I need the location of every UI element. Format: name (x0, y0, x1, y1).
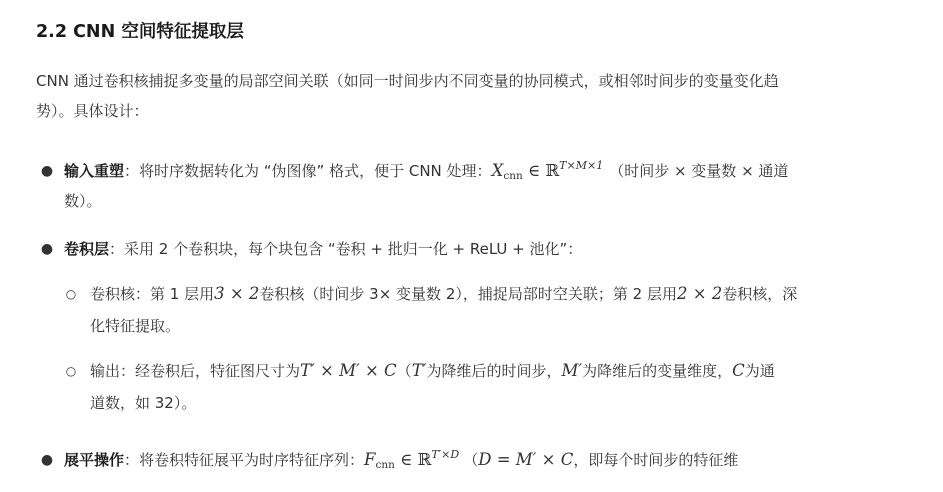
sub-bullet-circle: ○ (65, 364, 77, 378)
math-sub: cnn (375, 459, 395, 471)
math-m-prime: M′ (561, 361, 583, 380)
sub-bullet-line-2: 化特征提取。 (90, 317, 181, 335)
math-c: C (732, 361, 745, 380)
bullet-text-b: （时间步 × 变量数 × 通道 (609, 162, 789, 180)
bullet-dot: ● (40, 241, 54, 257)
bullet-label: 展平操作 (64, 451, 125, 469)
sub-bullet-line (90, 279, 797, 309)
bullet-text: ：采用 2 个卷积块，每个块包含 “卷积 + 批归一化 + ReLU + 池化”： (109, 240, 583, 258)
math-reals: ℝ (545, 161, 560, 180)
sub-text: 卷积核，深 (722, 285, 798, 303)
math-sup: T′×D (431, 448, 460, 461)
math-var: F (364, 450, 376, 469)
bullet-text-b: （ (463, 451, 479, 469)
sub-text: 为降维后的时间步， (426, 362, 562, 380)
math-kernel-1: 3 × 2 (214, 284, 260, 303)
bullet-line (64, 156, 788, 186)
math-x-cnn (492, 161, 604, 180)
bullet-label: 输入重塑 (64, 162, 125, 180)
math-kernel-2: 2 × 2 (676, 284, 723, 303)
sub-text: 输出：经卷积后，特征图尺寸为 (90, 362, 301, 380)
sub-text: 为通 (744, 362, 775, 380)
math-feature-size: T′ × M′ × C (300, 361, 397, 380)
sub-text: 为降维后的变量维度， (582, 362, 733, 380)
sub-text: 卷积核（时间步 3× 变量数 2），捕捉局部时空关联；第 2 层用 (259, 285, 677, 303)
bullet-line (64, 234, 582, 264)
bullet-dot: ● (40, 452, 54, 468)
intro-line-2: 势）。具体设计： (36, 102, 149, 120)
bullet-text-c: ，即每个时间步的特征维 (573, 451, 739, 469)
math-in: ∈ (394, 450, 418, 469)
sub-bullet-circle: ○ (65, 287, 77, 301)
bullet-label: 卷积层 (64, 240, 110, 258)
math-in: ∈ (522, 161, 546, 180)
math-sup: T×M×1 (559, 159, 604, 172)
sub-text: 卷积核：第 1 层用 (90, 285, 215, 303)
bullet-dot: ● (40, 163, 54, 179)
bullet-line-2: 数）。 (64, 192, 102, 210)
intro-line-1: CNN 通过卷积核捕捉多变量的局部空间关联（如同一时间步内不同变量的协同模式，或相邻时间步的变量变化趋 (36, 72, 779, 90)
math-f-cnn (364, 450, 459, 469)
math-t-prime: T′ (411, 361, 427, 380)
sub-text: （ (396, 362, 412, 380)
bullet-text: ：将时序数据转化为 “伪图像” 格式，便于 CNN 处理： (124, 162, 492, 180)
sub-bullet-line (90, 356, 775, 386)
bullet-text: ：将卷积特征展平为时序特征序列： (124, 451, 365, 469)
math-d-eq: D = M′ × C (478, 450, 574, 469)
intro-paragraph (36, 66, 931, 126)
math-sub: cnn (503, 170, 523, 182)
math-var: X (491, 161, 504, 180)
section-heading: 2.2 CNN 空间特征提取层 (36, 22, 244, 42)
bullet-line (64, 445, 738, 475)
math-reals: ℝ (417, 450, 432, 469)
sub-bullet-line-2: 道数，如 32）。 (90, 394, 197, 412)
